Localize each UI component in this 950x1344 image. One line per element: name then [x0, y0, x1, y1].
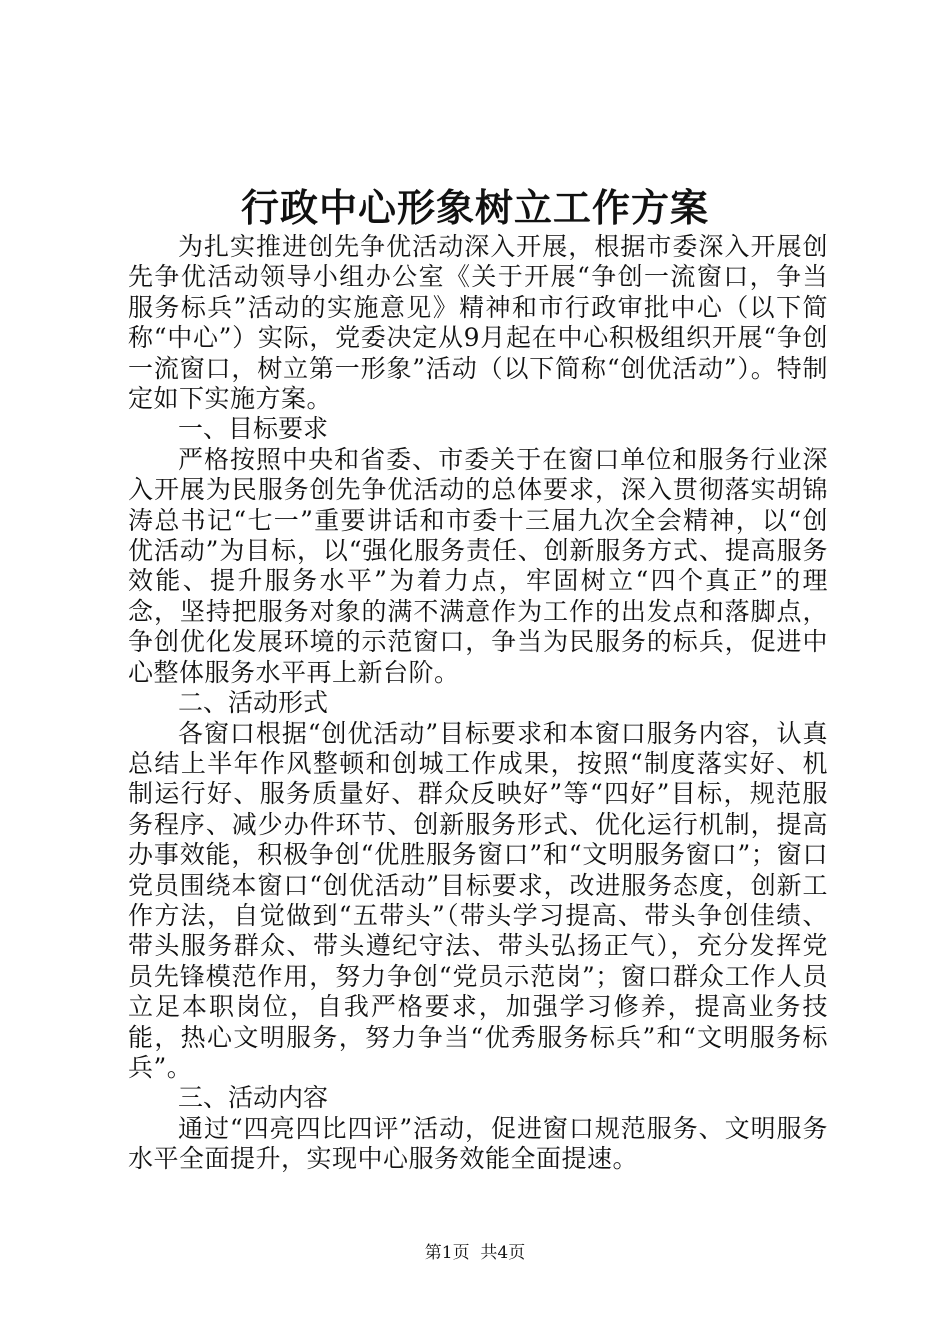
section-heading-content: 三、活动内容 — [178, 1083, 329, 1113]
document-body — [128, 232, 828, 1175]
page-number-footer: 第1页 共4页 — [424, 1243, 526, 1263]
intro-paragraph: 为扎实推进创先争优活动深入开展，根据市委深入开展创先争优活动领导小组办公室《关于开展“争创一流窗口，争当服务标兵”活动的实施意见》精神和市行政审批中心（以下简称“中心”）实际，党委决定从9月起在中心积极组织开展“争创一流窗口，树立第一形象”活动（以下简称“创优活动”）。特制定如下实施方案。 — [128, 232, 828, 414]
section-paragraph-forms: 各窗口根据“创优活动”目标要求和本窗口服务内容，认真总结上半年作风整顿和创城工作成果，按照“制度落实好、机制运行好、服务质量好、群众反映好”等“四好”目标，规范服务程序、减少办件环节、创新服务形式、优化运行机制，提高办事效能，积极争创“优胜服务窗口”和“文明服务窗口”；窗口党员围绕本窗口“创优活动”目标要求，改进服务态度，创新工作方法，自觉做到“五带头”（带头学习提高、带头争创佳绩、带头服务群众、带头遵纪守法、带头弘扬正气），充分发挥党员先锋模范作用，努力争创“党员示范岗”；窗口群众工作人员立足本职岗位，自我严格要求，加强学习修养，提高业务技能，热心文明服务，努力争当“优秀服务标兵”和“文明服务标兵”。 — [128, 718, 828, 1082]
section-heading-goals: 一、目标要求 — [178, 414, 329, 444]
section-heading-forms: 二、活动形式 — [178, 688, 329, 718]
document-title: 行政中心形象树立工作方案 — [240, 185, 709, 230]
section-paragraph-goals: 严格按照中央和省委、市委关于在窗口单位和服务行业深入开展为民服务创先争优活动的总体要求，深入贯彻落实胡锦涛总书记“七一”重要讲话和市委十三届九次全会精神，以“创优活动”为目标，以“强化服务责任、创新服务方式、提高服务效能、提升服务水平”为着力点，牢固树立“四个真正”的理念，坚持把服务对象的满不满意作为工作的出发点和落脚点，争创优化发展环境的示范窗口，争当为民服务的标兵，促进中心整体服务水平再上新台阶。 — [128, 444, 828, 687]
section-paragraph-content: 通过“四亮四比四评”活动，促进窗口规范服务、文明服务水平全面提升，实现中心服务效能全面提速。 — [128, 1113, 828, 1174]
